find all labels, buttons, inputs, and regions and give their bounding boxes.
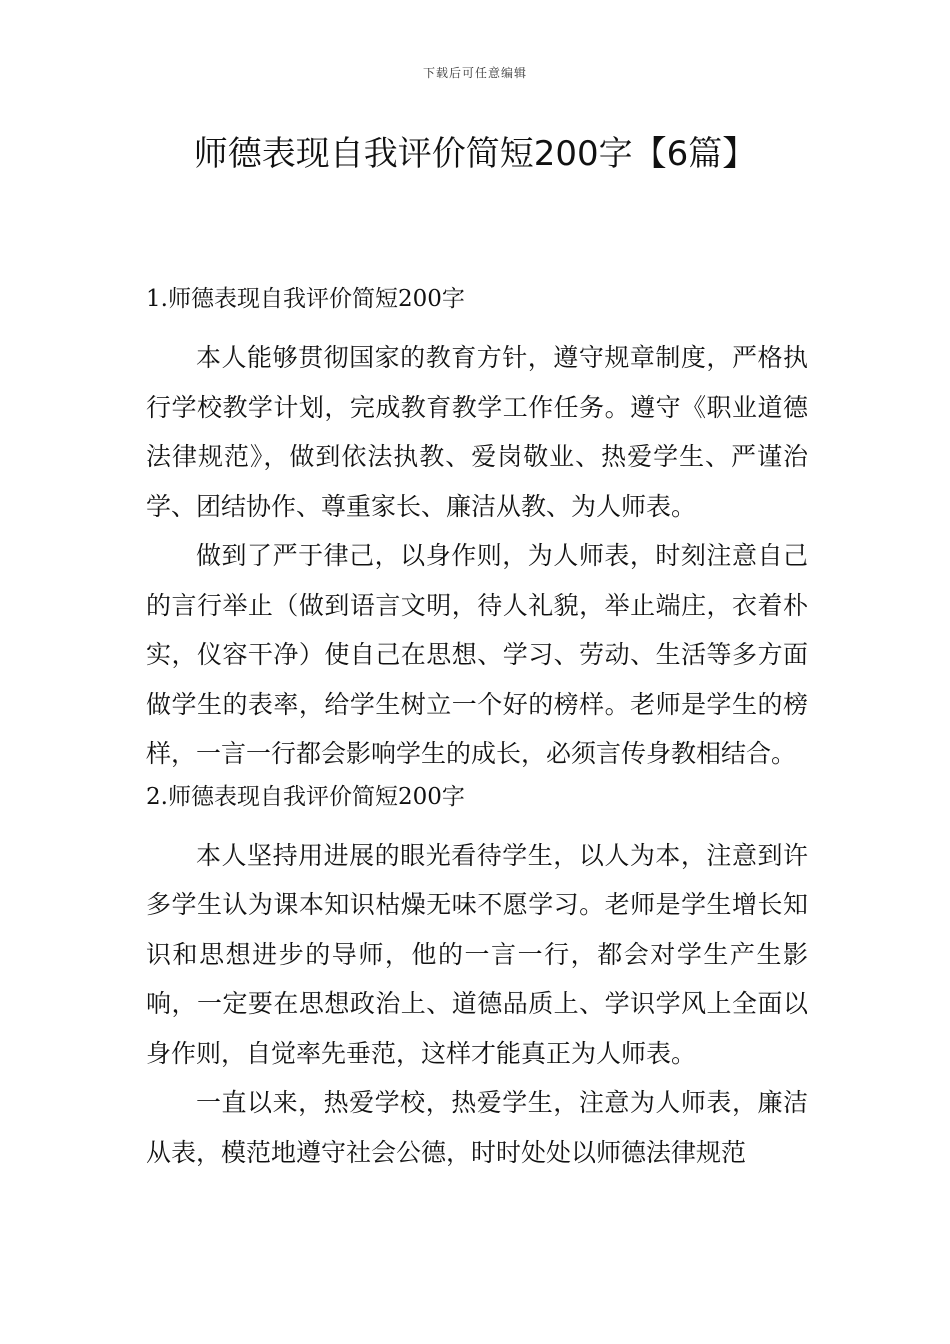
paragraph: 做到了严于律己，以身作则，为人师表，时刻注意自己的言行举止（做到语言文明，待人礼貌，举止端庄，衣着朴实，仪容干净）使自己在思想、学习、劳动、生活等多方面做学生的表率，给学生树立一个好的榜样。老师是学生的榜样，一言一行都会影响学生的成长，必须言传身教相结合。 xyxy=(146,541,808,768)
document-body xyxy=(146,283,808,1177)
header-note: 下载后可任意编辑 xyxy=(422,66,527,80)
section-heading-1: 1.师德表现自我评价简短200字 xyxy=(146,286,465,312)
paragraph: 本人能够贯彻国家的教育方针，遵守规章制度，严格执行学校教学计划，完成教育教学工作任务。遵守《职业道德法律规范》，做到依法执教、爱岗敬业、热爱学生、严谨治学、团结协作、尊重家长、廉洁从教、为人师表。 xyxy=(146,343,808,521)
paragraph: 一直以来，热爱学校，热爱学生，注意为人师表，廉洁从表，模范地遵守社会公德，时时处处以师德法律规范 xyxy=(146,1088,808,1167)
section-heading-2: 2.师德表现自我评价简短200字 xyxy=(146,783,465,810)
paragraph: 本人坚持用进展的眼光看待学生，以人为本，注意到许多学生认为课本知识枯燥无味不愿学习。老师是学生增长知识和思想进步的导师，他的一言一行，都会对学生产生影响，一定要在思想政治上、道德品质上、学识学风上全面以身作则，自觉率先垂范，这样才能真正为人师表。 xyxy=(146,840,808,1068)
document-title: 师德表现自我评价简短200字【6篇】 xyxy=(193,134,757,174)
